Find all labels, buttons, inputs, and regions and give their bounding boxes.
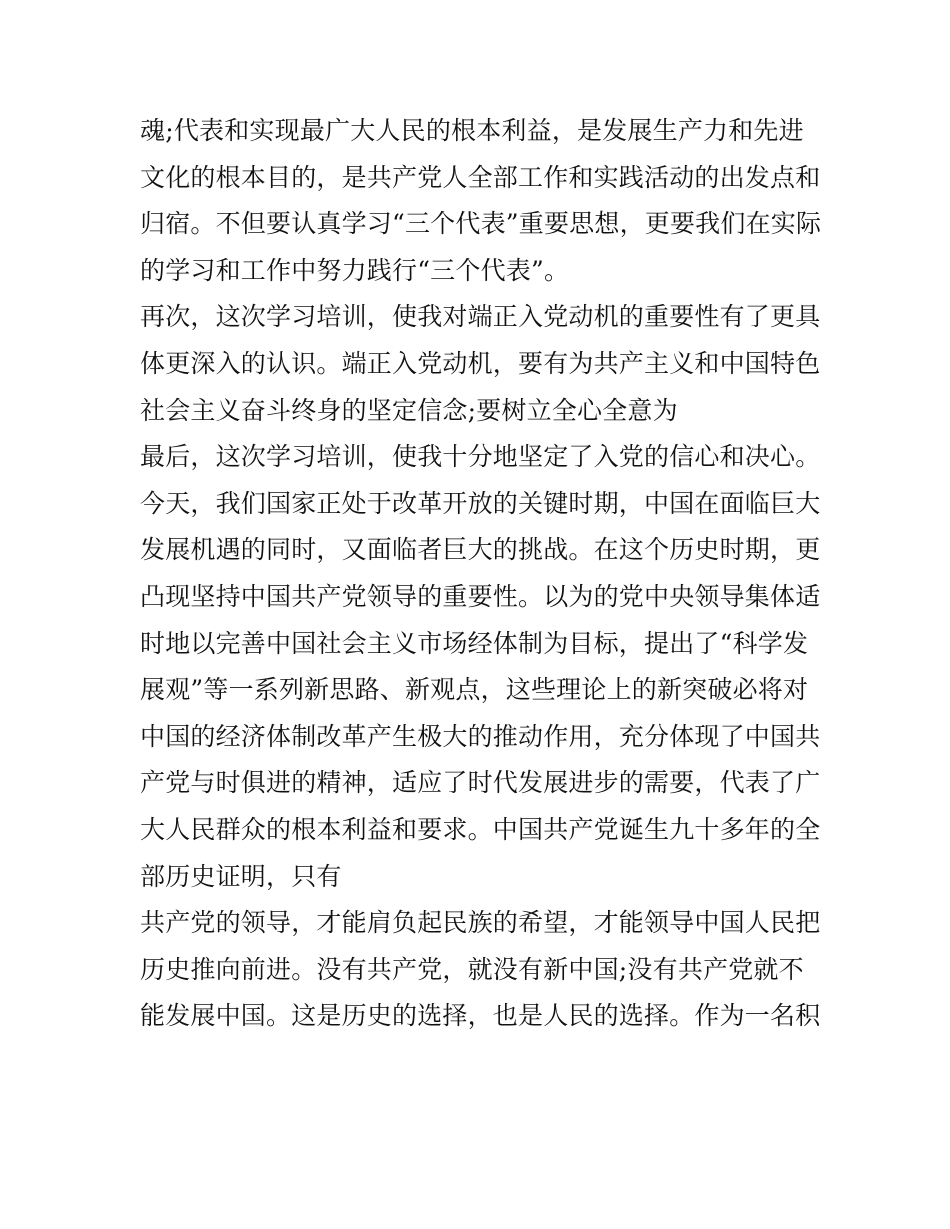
text-line: 部历史证明，只有 bbox=[140, 861, 342, 891]
text-line: 体更深入的认识。端正入党动机，要有为共产主义和中国特色 bbox=[140, 348, 821, 378]
text-line: 产党与时俱进的精神，适应了时代发展进步的需要，代表了广 bbox=[140, 768, 821, 798]
text-line: 再次，这次学习培训，使我对端正入党动机的重要性有了更具 bbox=[140, 302, 821, 332]
text-line: 最后，这次学习培训，使我十分地坚定了入党的信心和决心。 bbox=[140, 442, 821, 472]
text-line: 凸现坚持中国共产党领导的重要性。以为的党中央领导集体适 bbox=[140, 581, 821, 611]
text-line: 展观”等一系列新思路、新观点，这些理论上的新突破必将对 bbox=[140, 675, 809, 705]
text-line: 魂;代表和实现最广大人民的根本利益，是发展生产力和先进 bbox=[140, 116, 804, 145]
text-line: 中国的经济体制改革产生极大的推动作用，充分体现了中国共 bbox=[140, 721, 821, 751]
text-line: 时地以完善中国社会主义市场经体制为目标，提出了“科学发 bbox=[140, 628, 809, 658]
text-line: 的学习和工作中努力践行“三个代表”。 bbox=[140, 255, 570, 285]
text-line: 社会主义奋斗终身的坚定信念;要树立全心全意为 bbox=[140, 395, 678, 425]
text-line: 能发展中国。这是历史的选择，也是人民的选择。作为一名积 bbox=[140, 1001, 821, 1031]
text-line: 共产党的领导，才能肩负起民族的希望，才能领导中国人民把 bbox=[140, 908, 821, 938]
text-line: 历史推向前进。没有共产党，就没有新中国;没有共产党就不 bbox=[140, 954, 804, 984]
text-line: 归宿。不但要认真学习“三个代表”重要思想，更要我们在实际 bbox=[140, 209, 822, 239]
text-line: 今天，我们国家正处于改革开放的关键时期，中国在面临巨大 bbox=[140, 488, 821, 518]
document-text-body bbox=[140, 108, 820, 1040]
text-line: 文化的根本目的，是共产党人全部工作和实践活动的出发点和 bbox=[140, 162, 821, 192]
text-line: 大人民群众的根本利益和要求。中国共产党诞生九十多年的全 bbox=[140, 814, 821, 844]
text-line: 发展机遇的同时，又面临者巨大的挑战。在这个历史时期，更 bbox=[140, 535, 821, 565]
